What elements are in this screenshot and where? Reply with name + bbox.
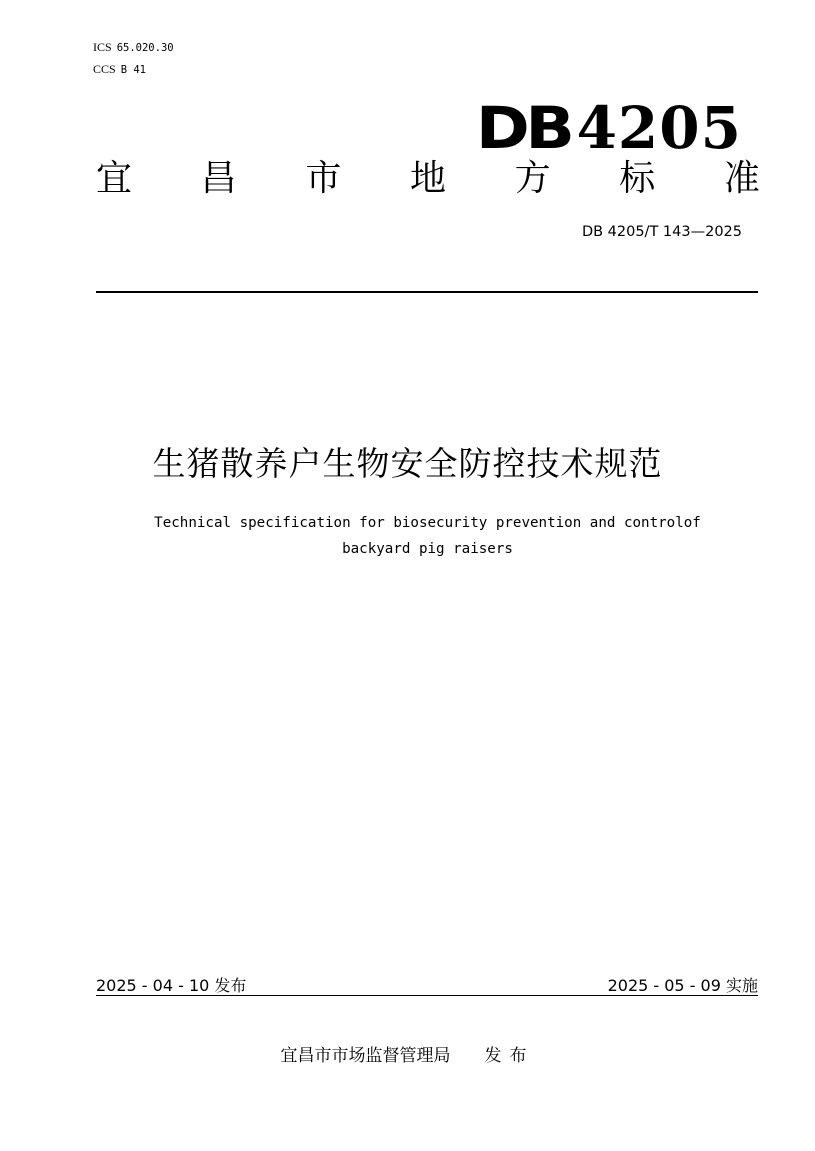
logo-prefix: DB bbox=[476, 94, 571, 162]
ccs-classification bbox=[93, 62, 146, 77]
document-title-en bbox=[90, 510, 765, 562]
ics-classification bbox=[93, 40, 174, 55]
logo-code: 4205 bbox=[576, 94, 742, 162]
publisher-action: 发布 bbox=[484, 1046, 535, 1066]
ccs-label: CCS bbox=[93, 62, 116, 76]
standard-logo bbox=[476, 94, 742, 162]
publisher-name: 宜昌市市场监督管理局 bbox=[280, 1046, 451, 1066]
standard-type-char: 市 bbox=[305, 158, 342, 199]
publisher-line bbox=[0, 1044, 815, 1068]
standard-number: DB 4205/T 143—2025 bbox=[581, 224, 742, 240]
standard-type-char: 地 bbox=[409, 158, 446, 199]
ics-label: ICS bbox=[93, 40, 112, 54]
ccs-code: B 41 bbox=[120, 64, 146, 76]
standard-type-char: 准 bbox=[723, 158, 760, 199]
standard-type-char: 宜 bbox=[96, 158, 133, 199]
standard-type-char: 方 bbox=[514, 158, 551, 199]
standard-type-heading bbox=[96, 156, 760, 202]
issue-date: 2025 - 04 - 10 发布 bbox=[96, 976, 247, 995]
header-divider bbox=[96, 291, 758, 293]
footer-divider bbox=[96, 995, 758, 996]
document-title-cn: 生猪散养户生物安全防控技术规范 bbox=[152, 444, 663, 483]
title-en-line-2: backyard pig raisers bbox=[342, 541, 513, 557]
title-en-line-1: Technical specification for biosecurity prevention and controlof bbox=[154, 515, 701, 531]
standard-type-char: 昌 bbox=[200, 158, 237, 199]
implementation-date: 2025 - 05 - 09 实施 bbox=[607, 976, 758, 995]
ics-code: 65.020.30 bbox=[116, 42, 174, 54]
standard-type-char: 标 bbox=[619, 158, 656, 199]
